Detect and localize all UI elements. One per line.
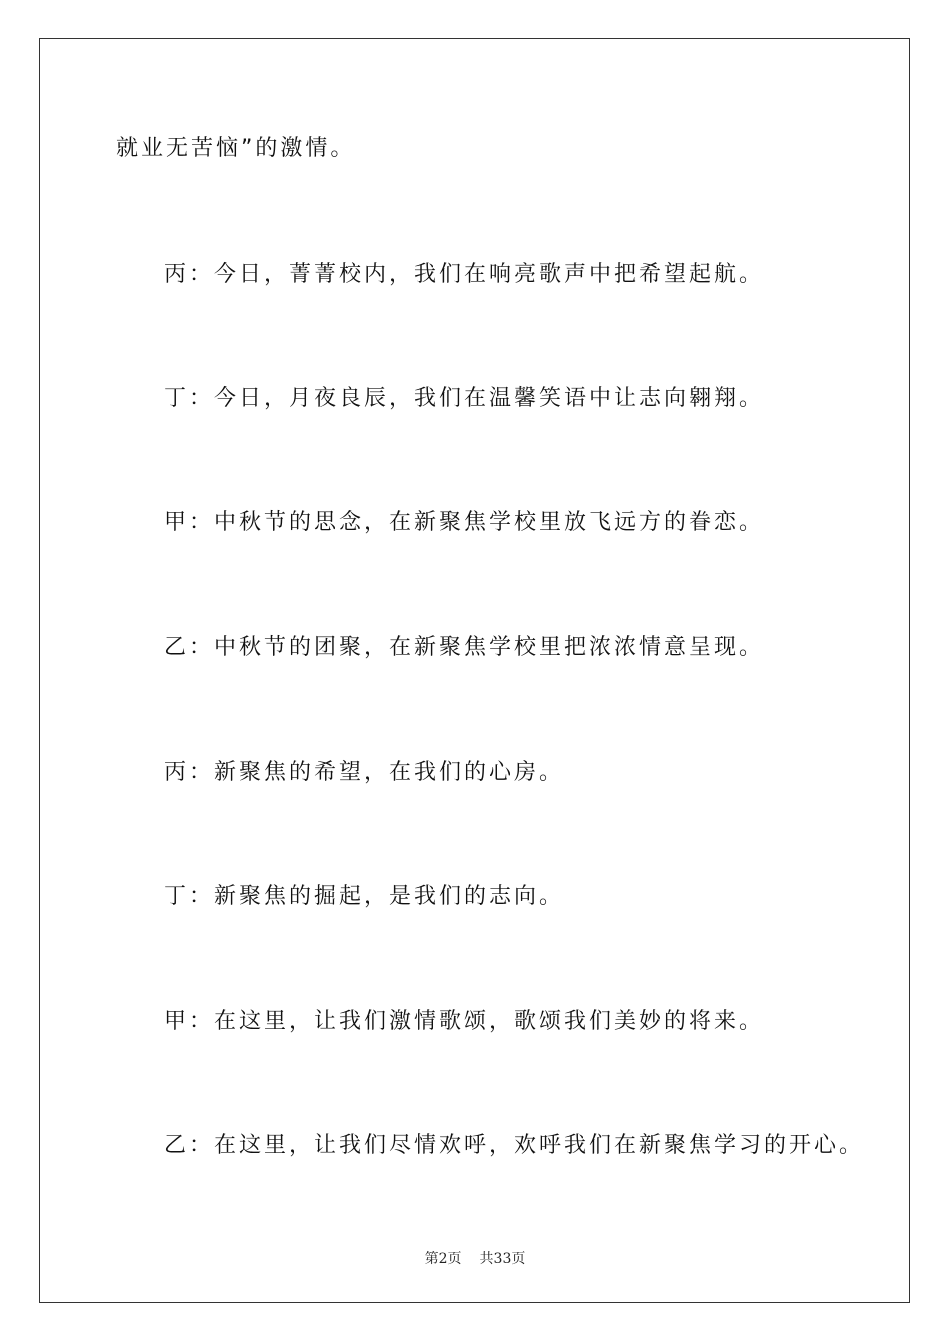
text-line-8: 甲：在这里，让我们激情歌颂，歌颂我们美妙的将来。 <box>164 1009 765 1034</box>
page-border <box>39 38 910 1303</box>
text-line-2: 丙：今日，菁菁校内，我们在响亮歌声中把希望起航。 <box>164 262 765 287</box>
text-line-6: 丙：新聚焦的希望，在我们的心房。 <box>164 760 565 785</box>
text-line-7: 丁：新聚焦的掘起，是我们的志向。 <box>164 884 565 909</box>
text-line-5: 乙：中秋节的团聚，在新聚焦学校里把浓浓情意呈现。 <box>164 635 765 660</box>
text-line-3: 丁：今日，月夜良辰，我们在温馨笑语中让志向翱翔。 <box>164 386 765 411</box>
text-line-9: 乙：在这里，让我们尽情欢呼，欢呼我们在新聚焦学习的开心。 <box>164 1133 865 1158</box>
page-number: 第2页 <box>424 1251 462 1267</box>
total-pages: 共33页 <box>479 1251 526 1267</box>
page-footer <box>0 1248 950 1268</box>
text-line-4: 甲：中秋节的思念，在新聚焦学校里放飞远方的眷恋。 <box>164 510 765 535</box>
text-line-1: 就业无苦恼”的激情。 <box>116 136 356 161</box>
